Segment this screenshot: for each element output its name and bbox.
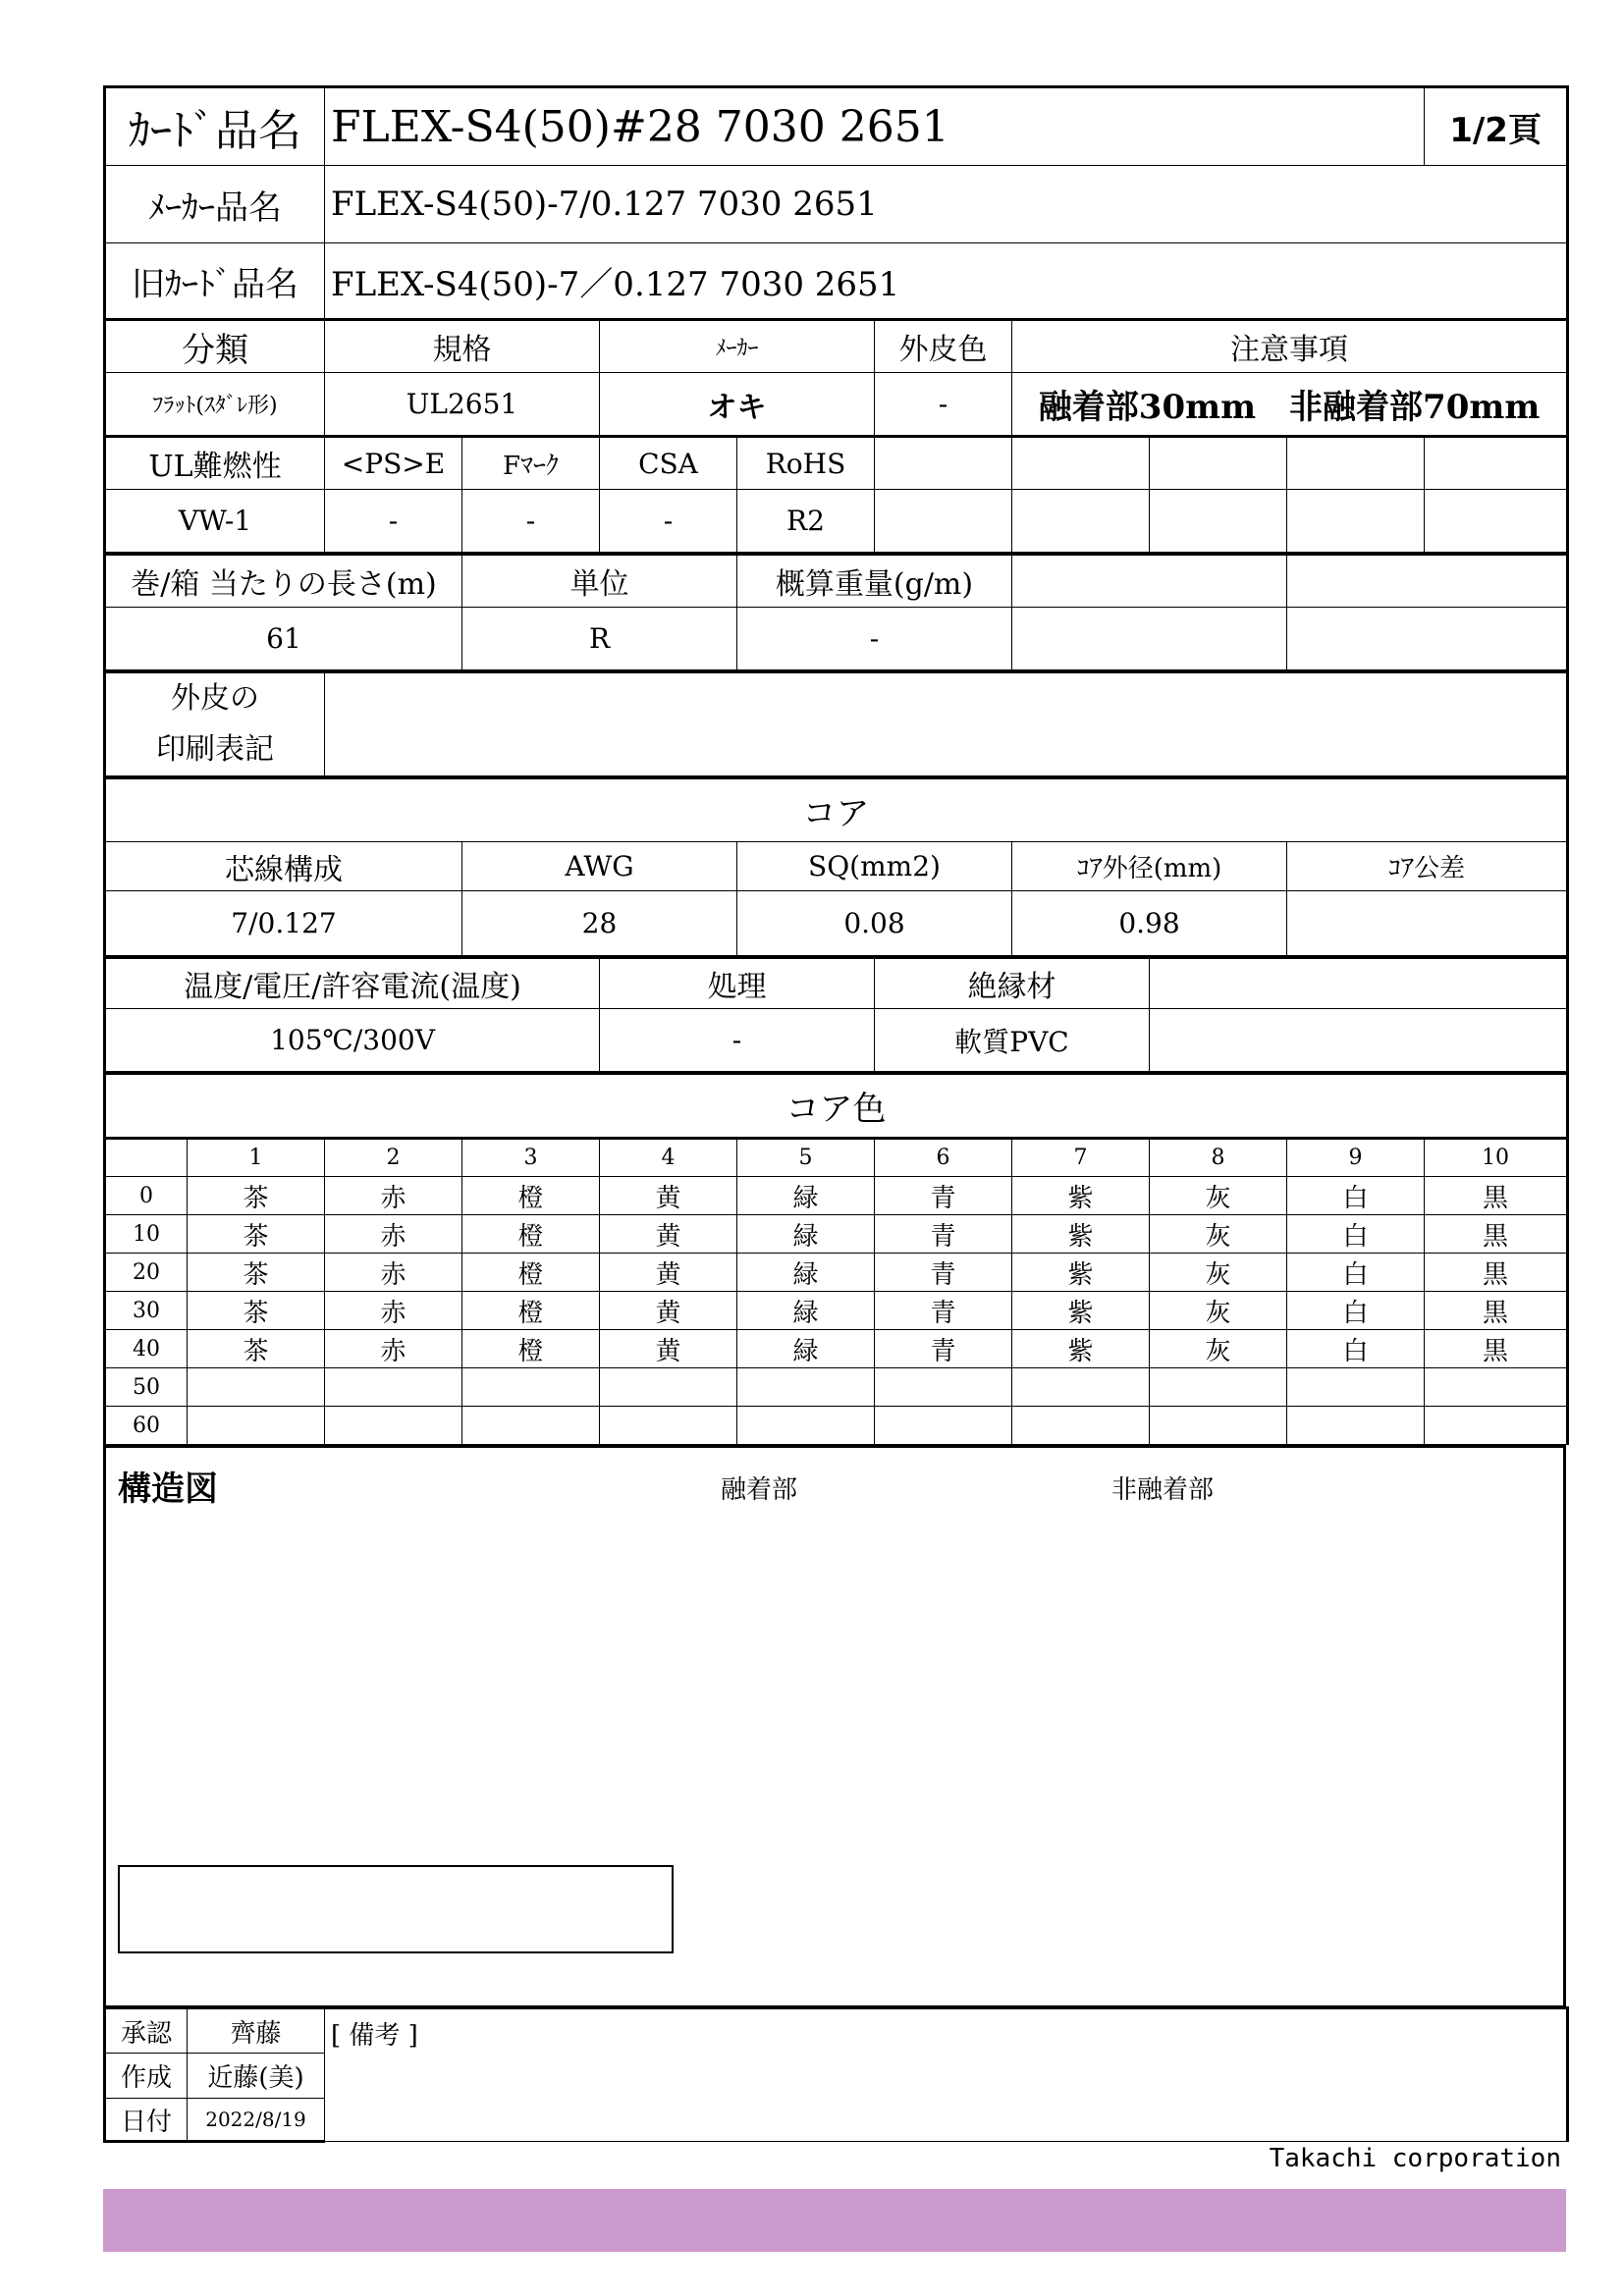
color-cell (188, 1407, 325, 1445)
color-cell (1425, 1407, 1568, 1445)
color-column-header: 7 (1012, 1139, 1150, 1177)
non-fused-label: 非融着部 (1111, 1475, 1215, 1505)
length-blank (1012, 608, 1287, 670)
color-cell: 黒 (1425, 1177, 1568, 1215)
old-card-label: 旧ｶｰﾄﾞ品名 (105, 243, 325, 320)
maker-label: ﾒｰｶｰ (600, 320, 875, 373)
printing-label-line2: 印刷表記 (156, 732, 274, 767)
maker-value: オキ (600, 373, 875, 437)
csa-value: - (600, 490, 737, 553)
color-cell (462, 1368, 600, 1407)
color-cell: 紫 (1012, 1292, 1150, 1330)
rating-table (103, 956, 1569, 1072)
notes-label: 注意事項 (1012, 320, 1568, 373)
color-cell: 赤 (325, 1215, 462, 1254)
insulation-label: 絶縁材 (875, 958, 1150, 1009)
color-cell (1012, 1407, 1150, 1445)
color-cell: 緑 (737, 1254, 875, 1292)
created-by: 近藤(美) (188, 2054, 325, 2099)
color-cell (1287, 1368, 1425, 1407)
approved-by: 齊藤 (188, 2008, 325, 2054)
printing-value (325, 672, 1568, 776)
category-label: 分類 (105, 320, 325, 373)
footer-band (103, 2189, 1566, 2252)
color-cell: 黒 (1425, 1254, 1568, 1292)
diagram-box (118, 1865, 674, 1953)
color-cell: 緑 (737, 1215, 875, 1254)
color-cell (325, 1368, 462, 1407)
rohs-label: RoHS (737, 437, 875, 490)
maker-name-value: FLEX-S4(50)-7/0.127 7030 2651 (325, 166, 1568, 243)
color-row (105, 1292, 1568, 1330)
color-column-header: 9 (1287, 1139, 1425, 1177)
color-row-label: 30 (105, 1292, 188, 1330)
color-cell (737, 1368, 875, 1407)
color-cell: 白 (1287, 1177, 1425, 1215)
color-cell: 紫 (1012, 1215, 1150, 1254)
color-corner (105, 1139, 188, 1177)
color-column-header: 6 (875, 1139, 1012, 1177)
remarks: [ 備考 ] (325, 2008, 1568, 2142)
color-column-header: 8 (1150, 1139, 1287, 1177)
spec-table (103, 85, 1569, 553)
color-row (105, 1407, 1568, 1445)
rohs-value: R2 (737, 490, 875, 553)
date-value: 2022/8/19 (188, 2099, 325, 2142)
length-per-roll-label: 巻/箱 当たりの長さ(m) (105, 555, 462, 608)
color-cell: 紫 (1012, 1177, 1150, 1215)
color-row-label: 50 (105, 1368, 188, 1407)
color-column-header: 4 (600, 1139, 737, 1177)
ul-flame-label: UL難燃性 (105, 437, 325, 490)
length-table (103, 553, 1569, 670)
color-cell: 黄 (600, 1292, 737, 1330)
color-cell: 黄 (600, 1254, 737, 1292)
color-cell (188, 1368, 325, 1407)
composition-label: 芯線構成 (105, 842, 462, 891)
color-row-label: 0 (105, 1177, 188, 1215)
ul-flame-value: VW-1 (105, 490, 325, 553)
unit-label: 単位 (462, 555, 737, 608)
cert-blank (1150, 490, 1287, 553)
color-cell: 茶 (188, 1292, 325, 1330)
cert-blank (1425, 490, 1568, 553)
length-blank (1012, 555, 1287, 608)
standard-label: 規格 (325, 320, 600, 373)
fused-label: 融着部 (721, 1475, 798, 1505)
color-cell: 緑 (737, 1330, 875, 1368)
cert-blank (1150, 437, 1287, 490)
color-row-label: 10 (105, 1215, 188, 1254)
diagram-title: 構造図 (118, 1469, 218, 1509)
color-column-header: 2 (325, 1139, 462, 1177)
length-per-roll-value: 61 (105, 608, 462, 670)
color-cell: 青 (875, 1215, 1012, 1254)
color-row (105, 1254, 1568, 1292)
color-cell (875, 1368, 1012, 1407)
color-column-header: 1 (188, 1139, 325, 1177)
color-cell (1150, 1407, 1287, 1445)
date-label: 日付 (105, 2099, 188, 2142)
sq-value: 0.08 (737, 891, 1012, 956)
fmark-label: Fﾏｰｸ (462, 437, 600, 490)
color-cell: 緑 (737, 1177, 875, 1215)
color-cell: 茶 (188, 1330, 325, 1368)
color-cell: 灰 (1150, 1330, 1287, 1368)
created-label: 作成 (105, 2054, 188, 2099)
color-cell: 青 (875, 1292, 1012, 1330)
notes-value: 融着部30mm 非融着部70mm (1012, 373, 1568, 437)
core-title: コア (105, 778, 1568, 842)
color-cell: 黄 (600, 1330, 737, 1368)
color-cell: 灰 (1150, 1215, 1287, 1254)
jacket-color-value: - (875, 373, 1012, 437)
weight-value: - (737, 608, 1012, 670)
core-color-title: コア色 (105, 1074, 1568, 1139)
color-cell (1012, 1368, 1150, 1407)
color-cell: 茶 (188, 1254, 325, 1292)
color-row (105, 1177, 1568, 1215)
color-cell: 紫 (1012, 1254, 1150, 1292)
unit-value: R (462, 608, 737, 670)
color-row-label: 60 (105, 1407, 188, 1445)
color-row-label: 20 (105, 1254, 188, 1292)
core-od-value: 0.98 (1012, 891, 1287, 956)
rating-blank (1150, 1009, 1568, 1072)
color-cell: 橙 (462, 1177, 600, 1215)
rating-value: 105℃/300V (105, 1009, 600, 1072)
color-cell: 白 (1287, 1254, 1425, 1292)
csa-label: CSA (600, 437, 737, 490)
core-tolerance-label: ｺｱ公差 (1287, 842, 1568, 891)
approved-label: 承認 (105, 2008, 188, 2054)
color-cell: 黄 (600, 1215, 737, 1254)
printing-table (103, 670, 1569, 776)
awg-value: 28 (462, 891, 737, 956)
color-cell: 白 (1287, 1215, 1425, 1254)
structure-diagram (105, 1447, 1565, 2006)
color-cell (1150, 1368, 1287, 1407)
card-name-value: FLEX-S4(50)#28 7030 2651 (325, 87, 1425, 166)
printing-label-line1: 外皮の (171, 681, 259, 716)
fmark-value: - (462, 490, 600, 553)
rating-label: 温度/電圧/許容電流(温度) (105, 958, 600, 1009)
sq-label: SQ(mm2) (737, 842, 1012, 891)
cert-blank (1425, 437, 1568, 490)
color-cell: 黒 (1425, 1292, 1568, 1330)
color-cell: 灰 (1150, 1292, 1287, 1330)
weight-label: 概算重量(g/m) (737, 555, 1012, 608)
color-cell: 茶 (188, 1177, 325, 1215)
awg-label: AWG (462, 842, 737, 891)
color-cell: 青 (875, 1254, 1012, 1292)
color-cell: 紫 (1012, 1330, 1150, 1368)
cert-blank (875, 490, 1012, 553)
color-cell (1425, 1368, 1568, 1407)
color-cell: 青 (875, 1177, 1012, 1215)
color-cell: 黒 (1425, 1330, 1568, 1368)
color-cell (462, 1407, 600, 1445)
printing-label (105, 672, 325, 776)
jacket-color-label: 外皮色 (875, 320, 1012, 373)
pse-value: - (325, 490, 462, 553)
core-color-table (103, 1072, 1569, 1445)
cert-blank (1012, 437, 1150, 490)
color-column-header: 5 (737, 1139, 875, 1177)
color-row (105, 1330, 1568, 1368)
card-name-label: ｶｰﾄﾞ品名 (105, 87, 325, 166)
treatment-value: - (600, 1009, 875, 1072)
maker-name-label: ﾒｰｶｰ品名 (105, 166, 325, 243)
color-cell: 橙 (462, 1292, 600, 1330)
diagram-table (103, 1445, 1566, 2006)
color-cell (600, 1407, 737, 1445)
spec-sheet (103, 85, 1566, 2173)
color-row (105, 1215, 1568, 1254)
color-cell: 黄 (600, 1177, 737, 1215)
cert-blank (1287, 437, 1425, 490)
rating-blank (1150, 958, 1568, 1009)
color-column-header: 10 (1425, 1139, 1568, 1177)
color-cell: 青 (875, 1330, 1012, 1368)
color-cell: 灰 (1150, 1177, 1287, 1215)
old-card-value: FLEX-S4(50)-7／0.127 7030 2651 (325, 243, 1568, 320)
color-cell: 白 (1287, 1330, 1425, 1368)
composition-value: 7/0.127 (105, 891, 462, 956)
cert-blank (1287, 490, 1425, 553)
length-blank (1287, 555, 1568, 608)
color-cell: 黒 (1425, 1215, 1568, 1254)
color-cell (737, 1407, 875, 1445)
color-cell: 橙 (462, 1215, 600, 1254)
color-cell: 緑 (737, 1292, 875, 1330)
core-table (103, 776, 1569, 956)
company-name: Takachi corporation (1269, 2144, 1561, 2173)
color-cell: 橙 (462, 1254, 600, 1292)
length-blank (1287, 608, 1568, 670)
cert-blank (1012, 490, 1150, 553)
pse-label: <PS>E (325, 437, 462, 490)
color-cell: 茶 (188, 1215, 325, 1254)
color-row-label: 40 (105, 1330, 188, 1368)
color-cell: 白 (1287, 1292, 1425, 1330)
core-od-label: ｺｱ外径(mm) (1012, 842, 1287, 891)
standard-value: UL2651 (325, 373, 600, 437)
core-tolerance-value (1287, 891, 1568, 956)
cert-blank (875, 437, 1012, 490)
color-cell (875, 1407, 1012, 1445)
color-cell (600, 1368, 737, 1407)
color-cell (325, 1407, 462, 1445)
insulation-value: 軟質PVC (875, 1009, 1150, 1072)
color-cell: 灰 (1150, 1254, 1287, 1292)
treatment-label: 処理 (600, 958, 875, 1009)
color-cell (1287, 1407, 1425, 1445)
color-cell: 赤 (325, 1177, 462, 1215)
category-value: ﾌﾗｯﾄ(ｽﾀﾞﾚ形) (105, 373, 325, 437)
page-number: 1/2頁 (1425, 87, 1568, 166)
color-row (105, 1368, 1568, 1407)
color-cell: 赤 (325, 1254, 462, 1292)
color-cell: 赤 (325, 1330, 462, 1368)
color-cell: 橙 (462, 1330, 600, 1368)
color-cell: 赤 (325, 1292, 462, 1330)
color-column-header: 3 (462, 1139, 600, 1177)
approval-table (103, 2006, 1569, 2143)
